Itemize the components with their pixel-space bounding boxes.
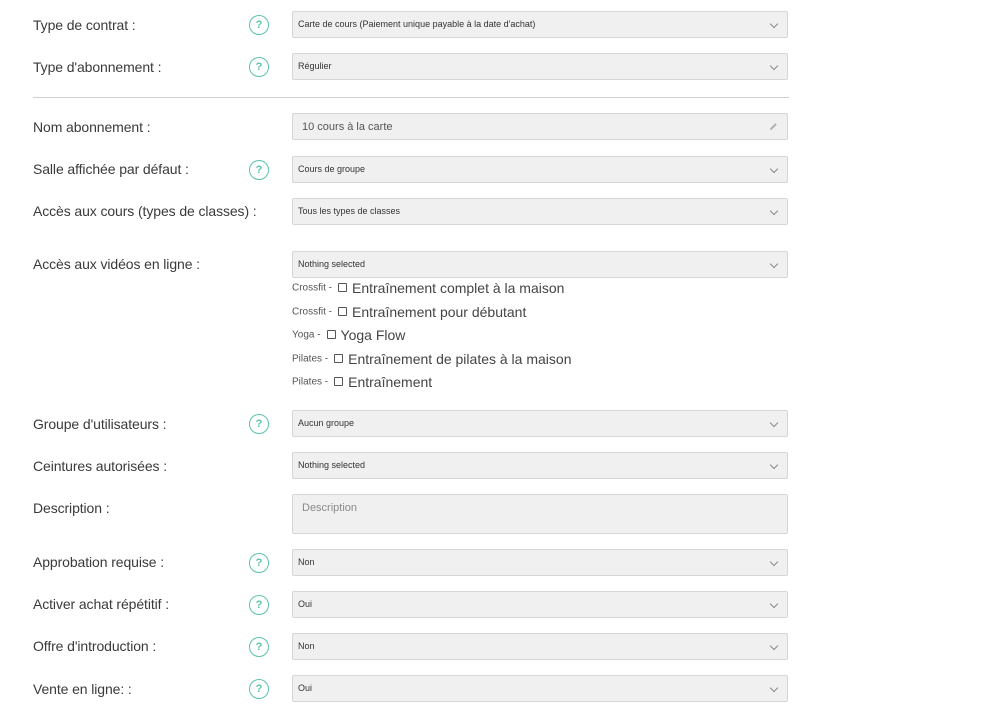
subscription-name-value: 10 cours à la carte [302,121,393,133]
video-checkbox[interactable] [334,377,343,386]
video-access-label: Accès aux vidéos en ligne : [33,256,200,272]
section-divider [33,97,789,98]
approval-label: Approbation requise : [33,554,164,570]
video-category: Crossfit - [292,282,332,294]
belts-select[interactable] [292,452,788,479]
video-title: Entraînement pour débutant [352,303,527,320]
repeat-purchase-label: Activer achat répétitif : [33,596,170,612]
approval-value: Non [298,557,315,567]
video-access-value: Nothing selected [298,259,366,269]
chevron-down-icon [770,20,778,28]
subscription-type-value: Régulier [298,61,332,71]
video-title: Entraînement complet à la maison [352,279,565,296]
default-room-select[interactable] [292,156,788,183]
class-access-value: Tous les types de classes [298,206,401,216]
video-item [292,373,432,391]
description-label: Description : [33,500,110,516]
user-group-label: Groupe d'utilisateurs : [33,416,167,432]
chevron-down-icon [770,62,778,70]
video-item [292,303,526,321]
video-category: Crossfit - [292,306,332,318]
chevron-down-icon [770,165,778,173]
belts-value: Nothing selected [298,460,366,470]
video-checkbox[interactable] [334,354,343,363]
video-title: Yoga Flow [340,326,406,343]
default-room-label: Salle affichée par défaut : [33,161,189,177]
help-icon[interactable]: ? [249,15,269,35]
video-category: Pilates - [292,353,329,365]
help-icon[interactable]: ? [249,414,269,434]
subscription-type-label: Type d'abonnement : [33,59,162,75]
help-icon[interactable]: ? [249,637,269,657]
belts-label: Ceintures autorisées : [33,458,167,474]
repeat-purchase-value: Oui [298,599,313,609]
video-category: Pilates - [292,376,329,388]
video-item [292,326,405,344]
chevron-down-icon [770,419,778,427]
chevron-down-icon [770,600,778,608]
online-sale-label: Vente en ligne: : [33,681,132,697]
subscription-type-select[interactable] [292,53,788,80]
online-sale-select[interactable] [292,675,788,702]
video-checkbox[interactable] [338,283,347,292]
approval-select[interactable] [292,549,788,576]
video-title: Entraînement [348,373,433,390]
subscription-name-input[interactable] [292,113,788,140]
class-access-label: Accès aux cours (types de classes) : [33,203,257,219]
user-group-select[interactable] [292,410,788,437]
chevron-down-icon [770,684,778,692]
chevron-down-icon [770,461,778,469]
video-category: Yoga - [292,329,321,341]
chevron-down-icon [770,207,778,215]
intro-offer-select[interactable] [292,633,788,660]
help-icon[interactable]: ? [249,679,269,699]
help-icon[interactable]: ? [249,553,269,573]
help-icon[interactable]: ? [249,57,269,77]
description-placeholder: Description [302,502,358,514]
pencil-icon [769,122,778,131]
intro-offer-label: Offre d'introduction : [33,638,157,654]
contract-type-value: Carte de cours (Paiement unique payable à la date d'achat) [298,19,536,29]
description-textarea[interactable] [292,494,788,534]
user-group-value: Aucun groupe [298,418,355,428]
video-checkbox[interactable] [338,307,347,316]
help-icon[interactable]: ? [249,160,269,180]
chevron-down-icon [770,260,778,268]
default-room-value: Cours de groupe [298,164,366,174]
video-title: Entraînement de pilates à la maison [348,350,572,367]
help-icon[interactable]: ? [249,595,269,615]
intro-offer-value: Non [298,641,315,651]
class-access-select[interactable] [292,198,788,225]
chevron-down-icon [770,642,778,650]
video-item [292,350,571,368]
video-item [292,279,564,297]
subscription-name-label: Nom abonnement : [33,119,151,135]
online-sale-value: Oui [298,683,313,693]
contract-type-select[interactable] [292,11,788,38]
repeat-purchase-select[interactable] [292,591,788,618]
chevron-down-icon [770,558,778,566]
video-checkbox[interactable] [327,330,336,339]
contract-type-label: Type de contrat : [33,17,136,33]
video-access-select[interactable] [292,251,788,278]
